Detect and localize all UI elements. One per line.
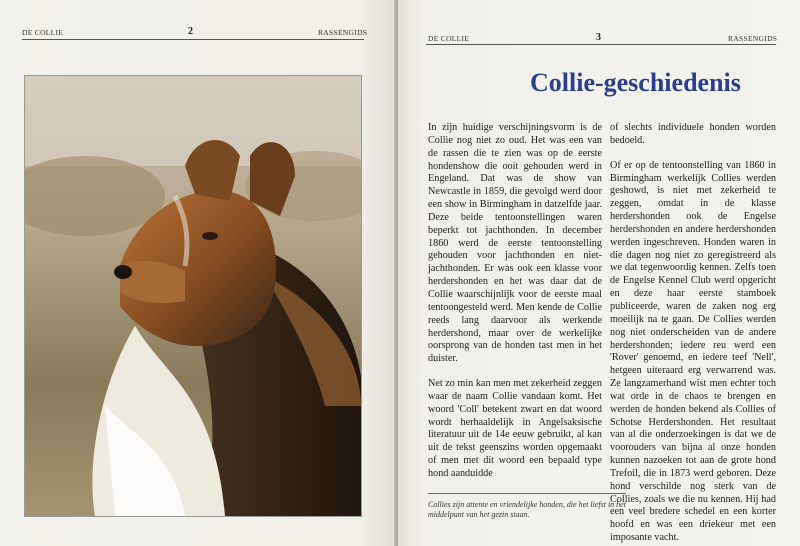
caption-rule <box>428 493 626 494</box>
right-page <box>398 0 800 546</box>
paragraph: In zijn huidige verschijningsvorm is de Collie nog niet zo oud. Het was een van de rassen die te zien was op de eerste hondenshow die ooit gehouden werd in Engeland. Dat was de show van Newcastle in 1859, die gevolgd werd door een show in Birmingham in datzelfde jaar. Deze beide tentoonstellingen waren beperkt tot jachthonden. In december 1860 werd de eerste tentoonstelling gehouden voor jachthonden en niet-jachthonden. Er was ook een klasse voor herdershonden en het was daar dat de Collie waarschijnlijk voor de eerste maal tentoongesteld werd. Men kende de Collie reeds lang daarvoor als werkende herdershond, maar over de werkelijke oorsprong van de honden tast men in het duister. <box>428 122 602 365</box>
running-head-right: RASSENGIDS <box>728 34 778 43</box>
page-number: 3 <box>596 32 601 43</box>
header-rule <box>426 44 776 45</box>
photo-caption: Collies zijn attente en vriendelijke honden, die het liefst in het middelpunt van het gezin staan. <box>428 500 626 519</box>
collie-portrait-photo <box>25 76 361 516</box>
running-head-left: DE COLLIE <box>22 28 64 37</box>
running-head-left: DE COLLIE <box>428 34 470 43</box>
text-column-1 <box>428 122 602 493</box>
page-number: 2 <box>188 26 193 37</box>
header-rule <box>22 39 364 40</box>
text-column-2 <box>610 122 776 546</box>
chapter-title: Collie-geschiedenis <box>530 68 741 97</box>
collie-photo <box>24 75 362 517</box>
paragraph: of slechts individuele honden worden bedoeld. <box>610 122 776 146</box>
left-page <box>0 0 396 546</box>
paragraph: Of er op de tentoonstelling van 1860 in Birmingham werkelijk Collies werden geshowd, is niet met zekerheid te zeggen, omdat in de klasse herdershonden ook de Engelse herdershonden en andere herdershonden werden ingeschreven. Honden waren in die dagen nog niet zo geregistreerd als we dat tegenwoordig kennen. Zelfs toen de Engelse Kennel Club werd opgericht en deze haar eerste stamboek publiceerde, waren de zaken nog erg moeilijk na te gaan. De Collies werden nog niet onderscheiden van de andere herdershonden; iedere reu werd een 'Rover' genoemd, en iedere teef 'Nell', hetgeen uiteraard erg verwarrend was. Ze langzamerhand wist men echter toch wat orde in de chaos te brengen en werden de honden bekend als Collies of Schotse Herdershonden. Het resultaat van al die onderzoekingen is dat we de voorouders van bijna al onze honden kunnen nazoeken tot aan de grote hond Trefoil, die in 1873 werd geboren. Deze hond verschilde nog sterk van de Collies, zoals we die nu kennen. Hij had een veel bredere schedel en een korter hoofd en was een driekeur met een imposante vacht. <box>610 159 776 544</box>
paragraph: Net zo min kan men met zekerheid zeggen waar de naam Collie vandaan komt. Het woord 'Coll' betekent zwart en dat woord wordt herhaaldelijk in Angelsaksische literatuur uit de 14e eeuw gebruikt, al kan uit de tekst geenszins worden opgemaakt of men met dit woord een bepaald type hond aanduidde <box>428 378 602 479</box>
running-head-right: RASSENGIDS <box>318 28 368 37</box>
